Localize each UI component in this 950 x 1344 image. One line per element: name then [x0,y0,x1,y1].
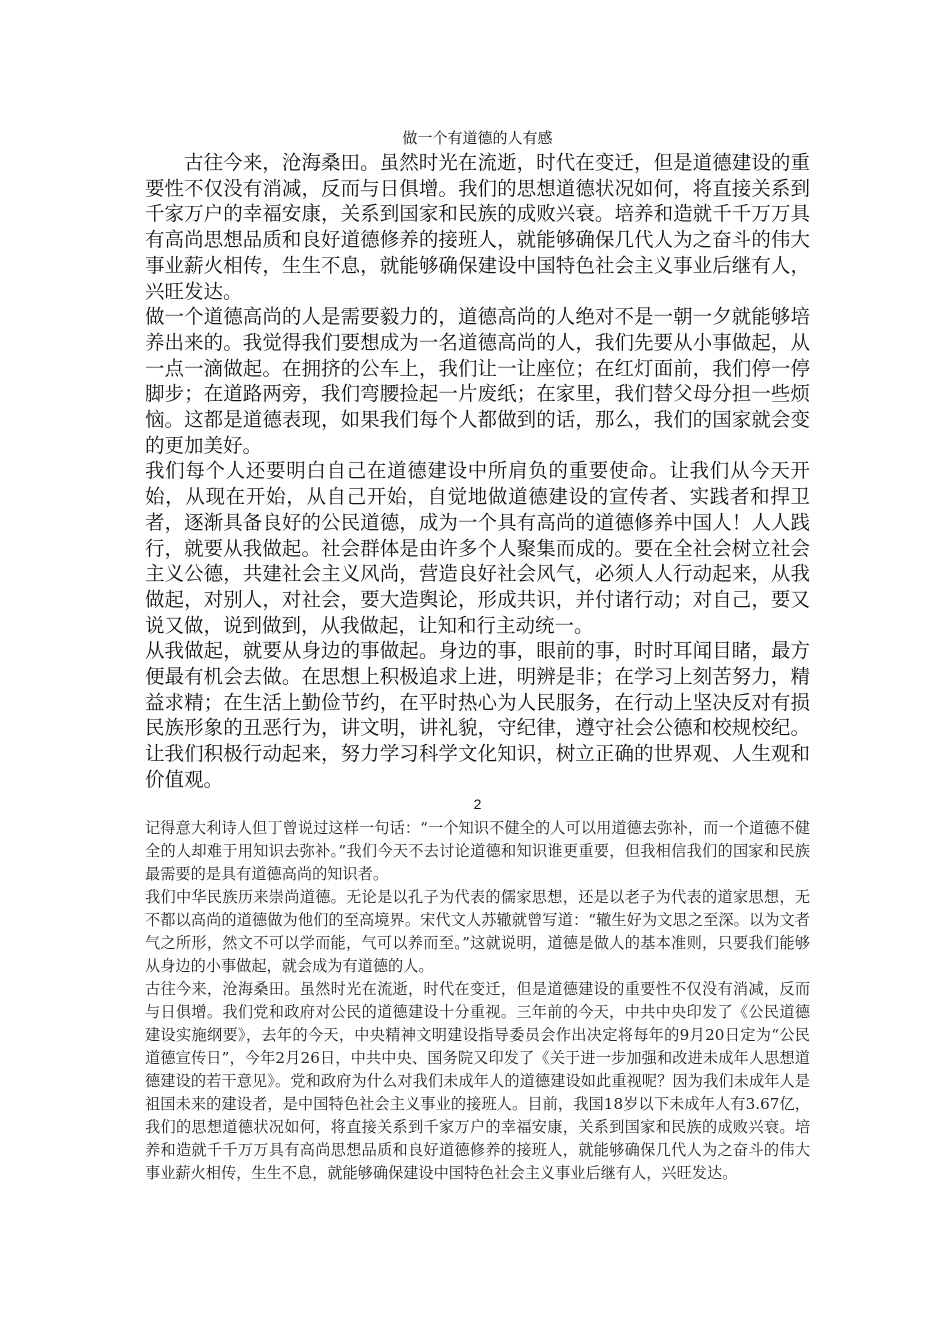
paragraph: 从我做起，就要从身边的事做起。身边的事，眼前的事，时时耳闻目睹，最方便最有机会去做。在思想上积极追求上进，明辨是非；在学习上刻苦努力，精益求精；在生活上勤俭节约，在平时热心为人民服务，在行动上坚决反对有损民族形象的丑恶行为，讲文明，讲礼貌，守纪律，遵守社会公德和校规校纪。让我们积极行动起来，努力学习科学文化知识，树立正确的世界观、人生观和价值观。 [145,639,810,791]
essay-section-2 [145,817,810,1185]
paragraph: 我们中华民族历来崇尚道德。无论是以孔子为代表的儒家思想，还是以老子为代表的道家思想，无不都以高尚的道德做为他们的至高境界。宋代文人苏辙就曾写道：“辙生好为文思之至深。以为文者气之所形，然文不可以学而能，气可以养而至。”这就说明，道德是做人的基本准则，只要我们能够从身边的小事做起，就会成为有道德的人。 [145,887,810,975]
paragraph: 记得意大利诗人但丁曾说过这样一句话：“一个知识不健全的人可以用道德去弥补，而一个道德不健全的人却难于用知识去弥补。”我们今天不去讨论道德和知识谁更重要，但我相信我们的国家和民族最需要的是具有道德高尚的知识者。 [145,818,810,883]
essay-section-1 [145,150,810,793]
document-page [145,128,810,1185]
paragraph: 古往今来，沧海桑田。虽然时光在流逝，时代在变迁，但是道德建设的重要性不仅没有消减，反而与日俱增。我们党和政府对公民的道德建设十分重视。三年前的今天，中共中央印发了《公民道德建设实施纲要》，去年的今天，中央精神文明建设指导委员会作出决定将每年的9月20日定为“公民道德宣传日”，今年2月26日，中共中央、国务院又印发了《关于进一步加强和改进未成年人思想道德建设的若干意见》。党和政府为什么对我们未成年人的道德建设如此重视呢？因为我们未成年人是祖国未来的建设者，是中国特色社会主义事业的接班人。目前，我国18岁以下未成年人有3.67亿，我们的思想道德状况如何，将直接关系到千家万户的幸福安康，关系到国家和民族的成败兴衰。培养和造就千千万万具有高尚思想品质和良好道德修养的接班人，就能够确保几代人为之奋斗的伟大事业薪火相传，生生不息，就能够确保建设中国特色社会主义事业后继有人，兴旺发达。 [145,979,810,1182]
paragraph: 古往今来，沧海桑田。虽然时光在流逝，时代在变迁，但是道德建设的重要性不仅没有消减，反而与日俱增。我们的思想道德状况如何，将直接关系到千家万户的幸福安康，关系到国家和民族的成败兴衰。培养和造就千千万万具有高尚思想品质和良好道德修养的接班人，就能够确保几代人为之奋斗的伟大事业薪火相传，生生不息，就能够确保建设中国特色社会主义事业后继有人，兴旺发达。 [145,151,810,303]
page-number: 2 [473,795,482,812]
paragraph: 我们每个人还要明白自己在道德建设中所肩负的重要使命。让我们从今天开始，从现在开始，从自己开始，自觉地做道德建设的宣传者、实践者和捍卫者，逐渐具备良好的公民道德，成为一个具有高尚的道德修养中国人！人人践行，就要从我做起。社会群体是由许多个人聚集而成的。要在全社会树立社会主义公德，共建社会主义风尚，营造良好社会风气，必须人人行动起来，从我做起，对别人，对社会，要大造舆论，形成共识，并付诸行动；对自己，要又说又做，说到做到，从我做起，让知和行主动统一。 [145,459,810,637]
document-title: 做一个有道德的人有感 [402,129,553,147]
paragraph: 做一个道德高尚的人是需要毅力的，道德高尚的人绝对不是一朝一夕就能够培养出来的。我觉得我们要想成为一名道德高尚的人，我们先要从小事做起，从一点一滴做起。在拥挤的公车上，我们让一让座位；在红灯面前，我们停一停脚步；在道路两旁，我们弯腰捡起一片废纸；在家里，我们替父母分担一些烦恼。这都是道德表现，如果我们每个人都做到的话，那么，我们的国家就会变的更加美好。 [145,305,810,457]
